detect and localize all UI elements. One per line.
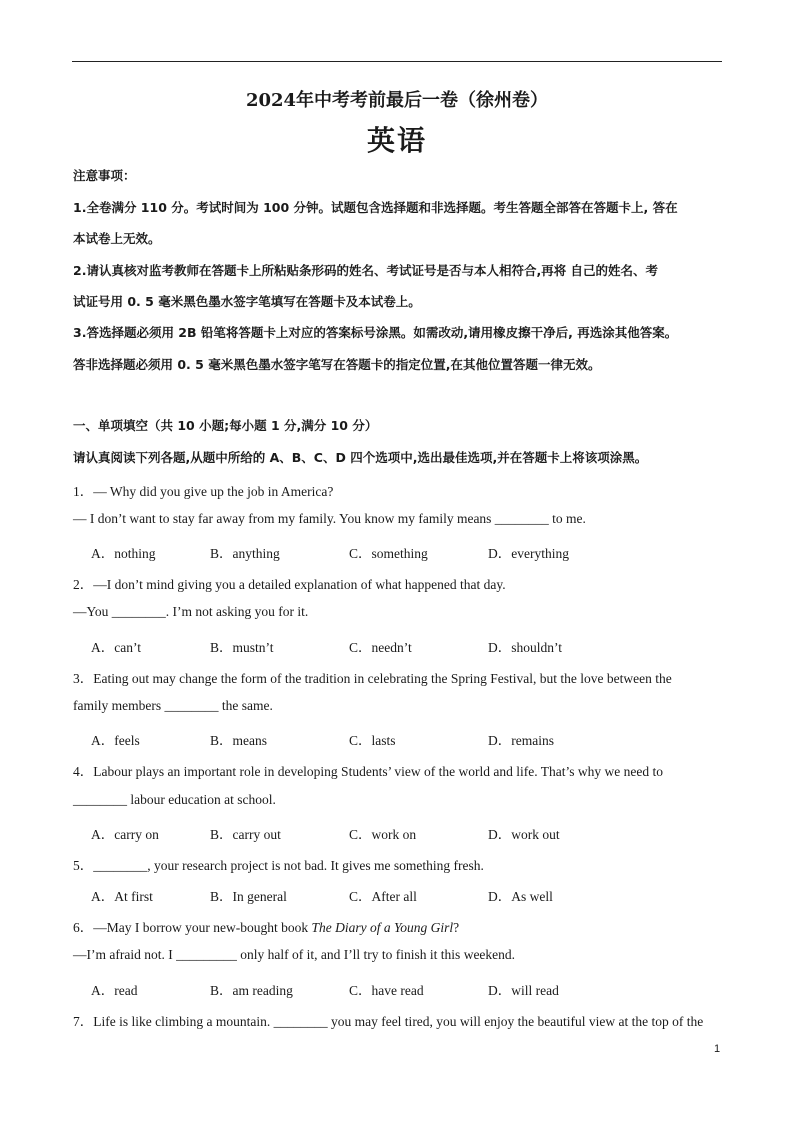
exam-title: 2024年中考考前最后一卷（徐州卷） bbox=[245, 90, 549, 111]
question-6-line bbox=[73, 916, 459, 936]
option-b[interactable]: B．anything bbox=[210, 546, 280, 561]
option-c[interactable]: C．something bbox=[349, 546, 428, 561]
option-c[interactable]: C．work on bbox=[349, 827, 417, 842]
option-a[interactable]: A．nothing bbox=[91, 546, 156, 561]
option-a[interactable]: A．feels bbox=[91, 733, 140, 748]
option-c[interactable]: C．needn’t bbox=[349, 640, 412, 655]
question-1-line: — I don’t want to stay far away from my family. You know my family means ________ to me. bbox=[73, 511, 586, 526]
section-instruction: 请认真阅读下列各题,从题中所给的 A、B、C、D 四个选项中,选出最佳选项,并在答题卡上将该项涂黑。 bbox=[73, 450, 648, 465]
question-2-line: 2．—I don’t mind giving you a detailed explanation of what happened that day. bbox=[73, 577, 506, 592]
question-4-line: ________ labour education at school. bbox=[73, 792, 276, 807]
question-3-line: family members ________ the same. bbox=[73, 698, 273, 713]
question-2-line: —You ________. I’m not asking you for it. bbox=[73, 604, 309, 619]
notice-heading: 注意事项： bbox=[73, 168, 136, 183]
book-title: The Diary of a Young Girl bbox=[311, 920, 454, 935]
option-b[interactable]: B．means bbox=[210, 733, 267, 748]
option-b[interactable]: B．carry out bbox=[210, 827, 281, 842]
option-c[interactable]: C．lasts bbox=[349, 733, 396, 748]
option-c[interactable]: C．After all bbox=[349, 889, 417, 904]
question-6-line: —I’m afraid not. I _________ only half of it, and I’ll try to finish it this weekend. bbox=[73, 947, 516, 962]
option-d[interactable]: D．remains bbox=[488, 733, 554, 748]
option-d[interactable]: D．work out bbox=[488, 827, 560, 842]
section-title: 一、单项填空（共 10 小题;每小题 1 分,满分 10 分） bbox=[73, 418, 378, 433]
question-4-line: 4．Labour plays an important role in developing Students’ view of the world and life. That’s why we need to bbox=[73, 764, 663, 779]
subject-title: 英语 bbox=[366, 124, 427, 157]
option-d[interactable]: D．everything bbox=[488, 546, 569, 561]
option-a[interactable]: A．can’t bbox=[91, 640, 141, 655]
question-3-line: 3．Eating out may change the form of the tradition in celebrating the Spring Festival, but the love between the bbox=[73, 671, 672, 686]
notice-line: 3.答选择题必须用 2B 铅笔将答题卡上对应的答案标号涂黑。如需改动,请用橡皮擦干净后, 再选涂其他答案。 bbox=[73, 325, 678, 340]
option-a[interactable]: A．carry on bbox=[91, 827, 159, 842]
question-5-line: 5．________, your research project is not bad. It gives me something fresh. bbox=[73, 858, 484, 873]
notice-line: 2.请认真核对监考教师在答题卡上所粘贴条形码的姓名、考试证号是否与本人相符合,再将 自己的姓名、考 bbox=[73, 263, 659, 278]
option-d[interactable]: D．shouldn’t bbox=[488, 640, 563, 655]
page-number: 1 bbox=[714, 1043, 721, 1055]
option-a[interactable]: A．read bbox=[91, 983, 138, 998]
option-a[interactable]: A．At first bbox=[91, 889, 153, 904]
option-d[interactable]: D．As well bbox=[488, 889, 553, 904]
notice-line: 答非选择题必须用 0. 5 毫米黑色墨水签字笔写在答题卡的指定位置,在其他位置答题一律无效。 bbox=[73, 357, 601, 372]
option-b[interactable]: B．In general bbox=[210, 889, 287, 904]
option-b[interactable]: B．am reading bbox=[210, 983, 293, 998]
notice-line: 试证号用 0. 5 毫米黑色墨水签字笔填写在答题卡及本试卷上。 bbox=[73, 294, 421, 309]
question-7-line: 7．Life is like climbing a mountain. ________ you may feel tired, you will enjoy the beautiful view at the top of the bbox=[73, 1014, 704, 1029]
option-b[interactable]: B．mustn’t bbox=[210, 640, 274, 655]
option-d[interactable]: D．will read bbox=[488, 983, 559, 998]
question-1-line: 1．— Why did you give up the job in America? bbox=[73, 484, 334, 499]
question-6-prefix: 6．—May I borrow your new-bought book bbox=[73, 920, 312, 935]
notice-line: 1.全卷满分 110 分。考试时间为 100 分钟。试题包含选择题和非选择题。考生答题全部答在答题卡上, 答在 bbox=[73, 200, 678, 215]
notice-line: 本试卷上无效。 bbox=[73, 231, 161, 246]
question-6-suffix: ? bbox=[453, 920, 460, 935]
top-rule bbox=[72, 61, 722, 62]
option-c[interactable]: C．have read bbox=[349, 983, 424, 998]
